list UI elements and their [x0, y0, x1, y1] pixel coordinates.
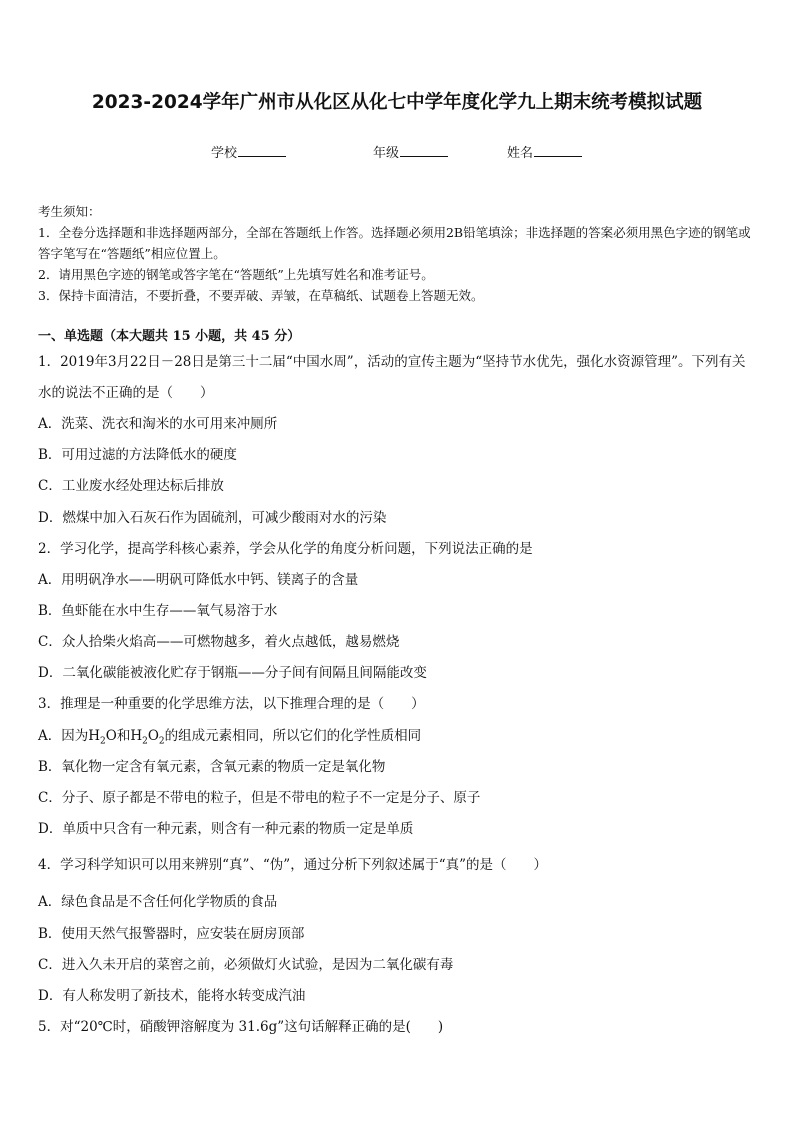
q3-option-a: [38, 726, 758, 752]
student-info-row: [0, 142, 794, 160]
school-blank[interactable]: [238, 143, 286, 157]
q4-option-c: C．进入久未开启的菜窖之前，必须做灯火试验，是因为二氧化碳有毒: [38, 957, 454, 973]
q3-option-d: D．单质中只含有一种元素，则含有一种元素的物质一定是单质: [38, 821, 414, 837]
school-label: 学校: [211, 146, 238, 161]
q4-option-a: A．绿色食品是不含任何化学物质的食品: [38, 894, 278, 910]
q4-option-d: D．有人称发明了新技术，能将水转变成汽油: [38, 988, 306, 1004]
grade-label: 年级: [373, 146, 400, 161]
q2-option-a: A．用明矾净水——明矾可降低水中钙、镁离子的含量: [38, 572, 359, 588]
q1-option-b: B．可用过滤的方法降低水的硬度: [38, 447, 237, 463]
grade-blank[interactable]: [400, 143, 448, 157]
name-blank[interactable]: [534, 143, 582, 157]
notice-item-3: 3．保持卡面清洁，不要折叠，不要弄破、弄皱，在草稿纸、试题卷上答题无效。: [38, 288, 484, 303]
q3-a-subscript-3: 2: [158, 736, 165, 747]
notice-item-1: 1．全卷分选择题和非选择题两部分，全部在答题纸上作答。选择题必须用2B铅笔填涂；非选择题的答案必须用黑色字迹的钢笔或答字笔写在“答题纸”相应位置上。: [38, 225, 751, 261]
school-field[interactable]: [211, 142, 286, 161]
q3-a-text-1: A．因为H: [38, 728, 101, 744]
name-field[interactable]: [507, 142, 582, 161]
q1-option-a: A．洗菜、洗衣和淘米的水可用来冲厕所: [38, 416, 278, 432]
q1-option-c: C．工业废水经处理达标后排放: [38, 478, 224, 494]
grade-field[interactable]: [373, 142, 448, 161]
q1-stem: 1．2019年3月22日－28日是第三十二届“中国水周”，活动的宣传主题为“坚持节水优先，强化水资源管理”。下列有关水的说法不正确的是（ ）: [38, 354, 746, 401]
q5-stem: 5．对“20℃时，硝酸钾溶解度为 31.6g”这句话解释正确的是( ): [38, 1019, 444, 1035]
name-label: 姓名: [507, 146, 534, 161]
q1-option-d: D．燃煤中加入石灰石作为固硫剂，可减少酸雨对水的污染: [38, 510, 387, 526]
q3-a-subscript-1: 2: [100, 736, 106, 747]
section-title: 一、单选题（本大题共 15 小题，共 45 分）: [38, 329, 301, 344]
q2-option-c: C．众人拾柴火焰高——可燃物越多，着火点越低，越易燃烧: [38, 634, 400, 650]
q3-stem: 3．推理是一种重要的化学思维方法，以下推理合理的是（ ）: [38, 696, 425, 712]
q3-a-text-2: O和H: [105, 728, 143, 744]
q3-a-text-4: 的组成元素相同，所以它们的化学性质相同: [164, 728, 422, 744]
exam-title: 2023-2024学年广州市从化区从化七中学年度化学九上期末统考模拟试题: [91, 92, 703, 113]
q2-stem: 2．学习化学，提高学科核心素养，学会从化学的角度分析问题，下列说法正确的是: [38, 541, 533, 557]
q2-option-b: B．鱼虾能在水中生存——氧气易溶于水: [38, 603, 278, 619]
q2-option-d: D．二氧化碳能被液化贮存于钢瓶——分子间有间隔且间隔能改变: [38, 665, 427, 681]
q3-a-subscript-2: 2: [142, 736, 148, 747]
q3-option-c: C．分子、原子都是不带电的粒子，但是不带电的粒子不一定是分子、原子: [38, 790, 481, 806]
q4-stem: 4．学习科学知识可以用来辨别“真”、“伪”，通过分析下列叙述属于“真”的是（ ）: [38, 857, 547, 873]
notice-item-2: 2．请用黑色字迹的钢笔或答字笔在“答题纸”上先填写姓名和准考证号。: [38, 267, 434, 282]
q3-a-text-3: O: [147, 728, 159, 744]
notice-heading: 考生须知：: [38, 204, 101, 219]
q3-option-b: B．氧化物一定含有氧元素，含氧元素的物质一定是氧化物: [38, 759, 386, 775]
q4-option-b: B．使用天然气报警器时，应安装在厨房顶部: [38, 926, 305, 942]
